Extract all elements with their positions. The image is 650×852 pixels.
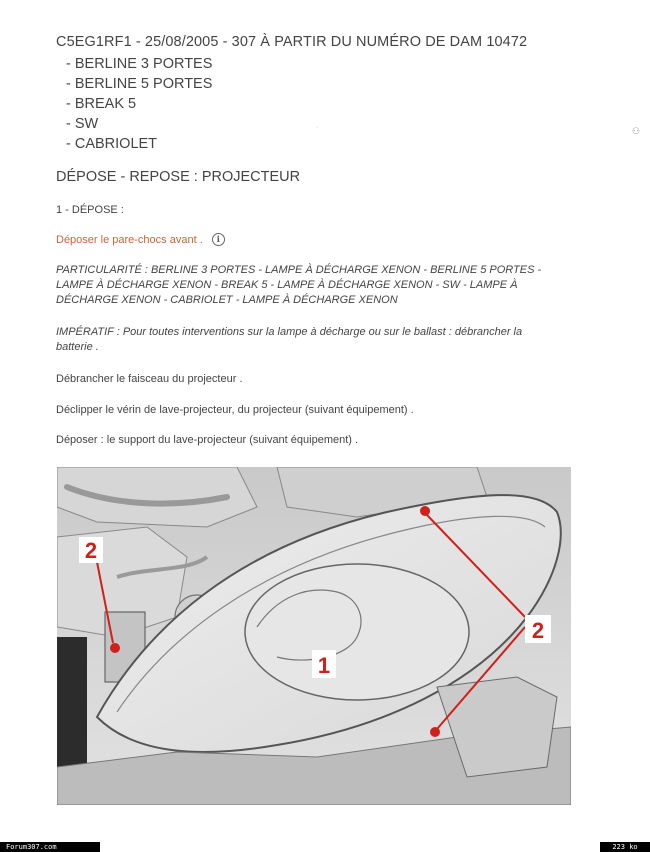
callout-label: 1: [317, 653, 331, 678]
model-item: - BERLINE 3 PORTES: [66, 56, 213, 72]
imperatif-line: IMPÉRATIF : Pour toutes interventions sur la lampe à décharge ou sur le ballast : débrancher la: [56, 326, 523, 338]
scan-speck: ·: [316, 124, 319, 131]
model-list: [66, 54, 212, 154]
document-header-title: C5EG1RF1 - 25/08/2005 - 307 À PARTIR DU NUMÉRO DE DAM 10472: [56, 34, 528, 50]
fixing-point-marker: [420, 506, 430, 516]
model-item: - BREAK 5: [66, 96, 137, 112]
remove-bumper-link[interactable]: [56, 233, 225, 246]
fixing-point-marker: [110, 643, 120, 653]
instruction-paragraph: Débrancher le faisceau du projecteur .: [56, 373, 243, 385]
model-item: - BERLINE 5 PORTES: [66, 76, 213, 92]
imperatif-note: [56, 325, 576, 355]
step-title: 1 - DÉPOSE :: [56, 204, 124, 216]
scan-mark-icon: ⚇: [632, 126, 641, 136]
model-item: - CABRIOLET: [66, 136, 158, 152]
particularite-note: [56, 263, 576, 308]
footer-site-label: Forum307.com: [0, 842, 100, 852]
imperatif-line: batterie .: [56, 341, 99, 353]
remove-bumper-link-text[interactable]: Déposer le pare-chocs avant .: [56, 234, 203, 246]
instruction-paragraph: Déclipper le vérin de lave-projecteur, du projecteur (suivant équipement) .: [56, 404, 414, 416]
particularite-line: DÉCHARGE XENON - CABRIOLET - LAMPE À DÉCHARGE XENON: [56, 294, 398, 306]
model-item: - SW: [66, 116, 99, 132]
particularite-line: PARTICULARITÉ : BERLINE 3 PORTES - LAMPE À DÉCHARGE XENON - BERLINE 5 PORTES -: [56, 264, 542, 276]
headlamp-illustration: [57, 467, 571, 805]
section-title: DÉPOSE - REPOSE : PROJECTEUR: [56, 169, 301, 185]
callout-label: 2: [531, 618, 545, 643]
particularite-line: LAMPE À DÉCHARGE XENON - BREAK 5 - LAMPE À DÉCHARGE XENON - SW - LAMPE À: [56, 279, 518, 291]
info-icon[interactable]: i: [212, 233, 225, 246]
instruction-paragraph: Déposer : le support du lave-projecteur (suivant équipement) .: [56, 434, 359, 446]
callout-label: 2: [84, 538, 98, 563]
headlamp-figure: [57, 467, 571, 805]
footer-file-size: 223 ko: [600, 842, 650, 852]
